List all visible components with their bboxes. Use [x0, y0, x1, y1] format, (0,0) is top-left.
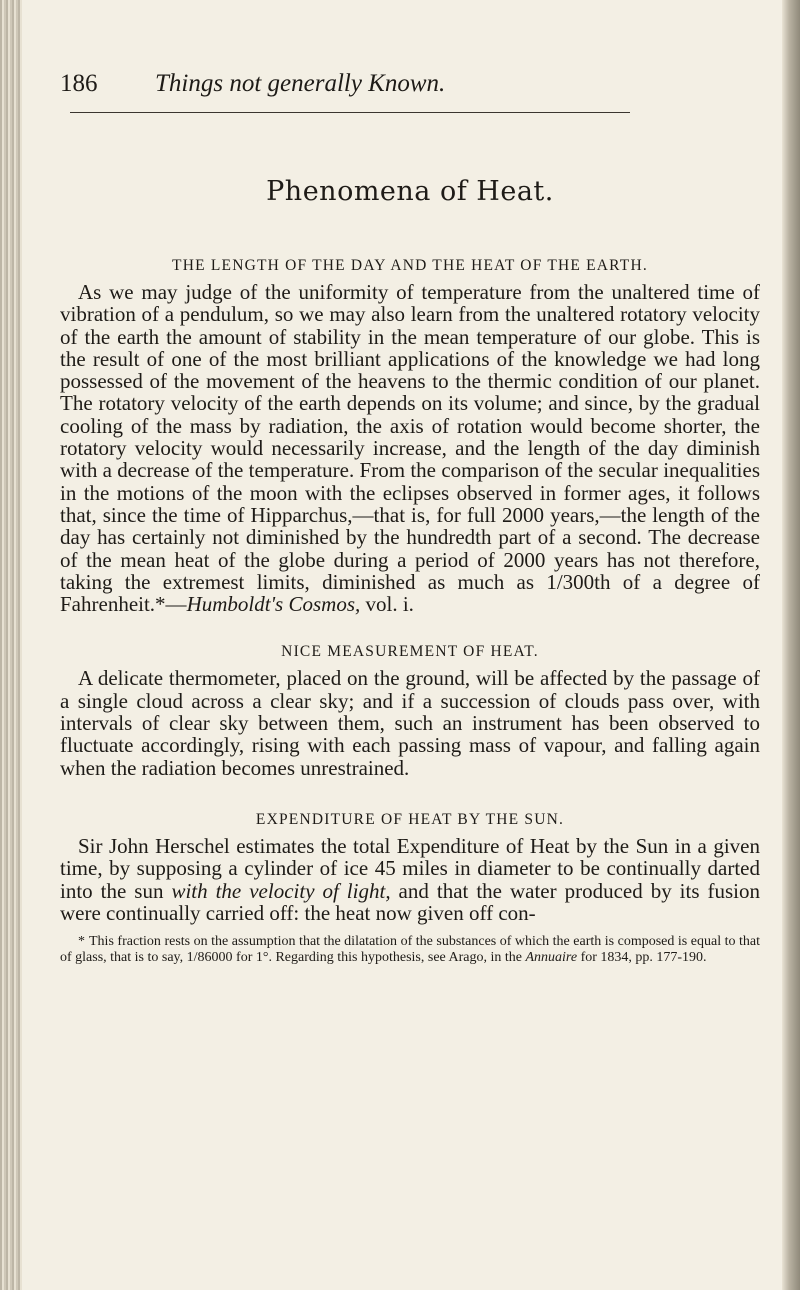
page-gutter — [0, 0, 22, 1290]
page-edge — [782, 0, 800, 1290]
paragraph-text: Sir John Herschel estimates the total Expenditure of Heat by the Sun in a given time, by supposing a cylinder of ice 45 miles in diameter to be continually darted into the sun — [60, 833, 760, 903]
footnote-text: This fraction rests on the assumption that the dilatation of the substances of which the earth is composed is equal to that of glass, that is to say, 1/86000 for 1°. Regarding this hypothesis, see Arago, in the — [60, 934, 760, 965]
section-title: Phenomena of Heat. — [266, 176, 554, 207]
header-rule — [70, 112, 630, 114]
footnote-marker: * — [78, 934, 85, 950]
paragraph-text: As we may judge of the uniformity of temperature from the unaltered time of vibration of a pendulum, so we may also learn from the unaltered rotatory velocity of the earth the amount of stability in the mean temperature of our globe. This is the result of one of the most brilliant applications of the knowledge we had long possessed of the movement of the heavens to the thermic condition of our planet. The rotatory velocity of the earth depends on its volume; and since, by the gradual cooling of the mass by radiation, the axis of rotation would become shorter, the rotatory velocity would necessarily increase, and the length of the day diminish with a decrease of the temperature. From the comparison of the secular inequalities in the motions of the moon with the eclipses observed in former ages, it follows that, since the time of Hipparchus,—that is, for full 2000 years,—the length of the day has certainly not diminished by the hundredth part of a second. The decrease of the mean heat of the globe during a period of 2000 years has not therefore, taking the extremest limits, diminished as much as 1/300th of a degree of Fahrenheit.*— — [60, 280, 760, 617]
footnote-source: Annuaire — [525, 949, 578, 965]
running-title: Things not generally Known. — [155, 70, 446, 97]
subheading-day-length: THE LENGTH OF THE DAY AND THE HEAT OF THE EARTH. — [172, 257, 648, 274]
subheading-nice-measurement: NICE MEASUREMENT OF HEAT. — [281, 643, 539, 661]
paragraph-text: and that the water produced by its fusion were continually carried off: the heat now given off con- — [60, 878, 760, 925]
emphasis-text: with the velocity of light, — [171, 878, 391, 903]
paragraph-day-length — [60, 281, 760, 615]
book-page — [60, 70, 760, 965]
paragraph-nice-measurement: A delicate thermometer, placed on the ground, will be affected by the passage of a single cloud across a clear sky; and if a succession of clouds pass over, with intervals of clear sky between them, such an instrument has been observed to fluctuate accordingly, rising with each passing mass of vapour, and falling again when the radiation becomes unrestrained. — [60, 666, 760, 780]
footnote — [60, 934, 760, 965]
footnote-tail: for 1834, pp. 177-190. — [580, 949, 707, 965]
page-number: 186 — [60, 70, 98, 97]
running-head — [60, 70, 760, 104]
citation: Humboldt's Cosmos, — [186, 592, 361, 617]
citation-tail: vol. i. — [360, 592, 414, 617]
paragraph-expenditure — [60, 835, 760, 924]
subheading-expenditure: EXPENDITURE OF HEAT BY THE SUN. — [255, 810, 565, 828]
